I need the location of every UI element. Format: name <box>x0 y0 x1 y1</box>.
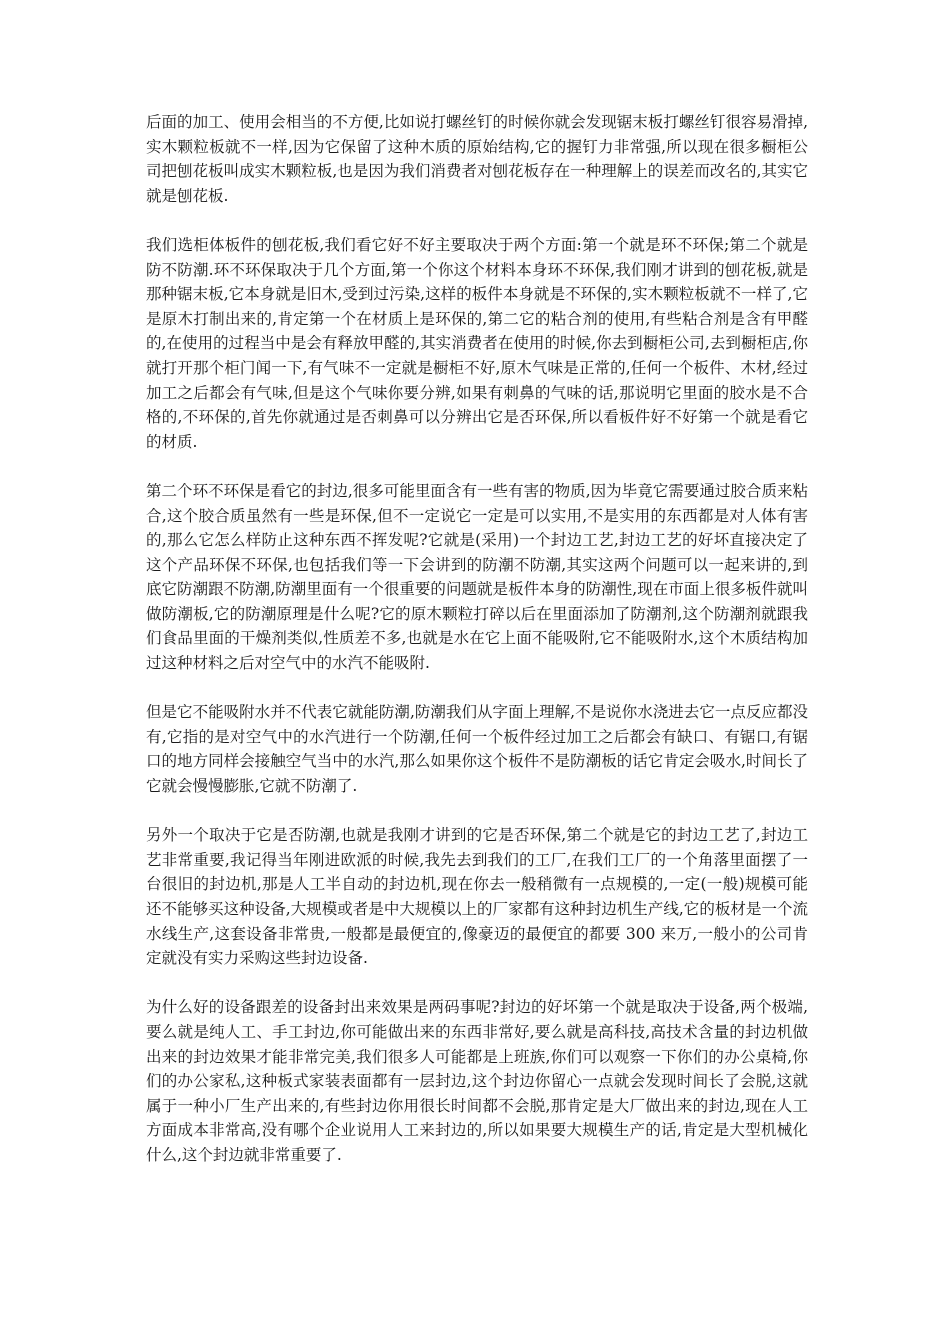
paragraph-6: 为什么好的设备跟差的设备封出来效果是两码事呢?封边的好坏第一个就是取决于设备,两个极端,要么就是纯人工、手工封边,你可能做出来的东西非常好,要么就是高科技,高技术含量的封边机做出来的封边效果才能非常完美,我们很多人可能都是上班族,你们可以观察一下你们的办公桌椅,你们的办公家私,这种板式家装表面都有一层封边,这个封边你留心一点就会发现时间长了会脱,这就属于一种小厂生产出来的,有些封边你用很长时间都不会脱,那肯定是大厂做出来的封边,现在人工方面成本非常高,没有哪个企业说用人工来封边的,所以如果要大规模生产的话,肯定是大型机械化什么,这个封边就非常重要了. <box>146 998 808 1164</box>
paragraph-5: 另外一个取决于它是否防潮,也就是我刚才讲到的它是否环保,第二个就是它的封边工艺了,封边工艺非常重要,我记得当年刚进欧派的时候,我先去到我们的工厂,在我们工厂的一个角落里面摆了一台很旧的封边机,那是人工半自动的封边机,现在你去一般稍微有一点规模的,一定(一般)规模可能还不能够买这种设备,大规模或者是中大规模以上的厂家都有这种封边机生产线,它的板材是一个流水线生产,这套设备非常贵,一般都是最便宜的,像豪迈的最便宜的都要 300 来万,一般小的公司肯定就没有实力采购这些封边设备. <box>146 826 808 968</box>
paragraph-3: 第二个环不环保是看它的封边,很多可能里面含有一些有害的物质,因为毕竟它需要通过胶合质来粘合,这个胶合质虽然有一些是环保,但不一定说它一定是可以实用,不是实用的东西都是对人体有害的,那么它怎么样防止这种东西不挥发呢?它就是(采用)一个封边工艺,封边工艺的好坏直接决定了这个产品环保不环保,也包括我们等一下会讲到的防潮不防潮,其实这两个问题可以一起来讲的,到底它防潮跟不防潮,防潮里面有一个很重要的问题就是板件本身的防潮性,现在市面上很多板件就叫做防潮板,它的防潮原理是什么呢?它的原木颗粒打碎以后在里面添加了防潮剂,这个防潮剂就跟我们食品里面的干燥剂类似,性质差不多,也就是水在它上面不能吸附,它不能吸附水,这个木质结构加过这种材料之后对空气中的水汽不能吸附. <box>146 481 808 673</box>
document-body <box>146 110 808 1192</box>
paragraph-2: 我们选柜体板件的刨花板,我们看它好不好主要取决于两个方面:第一个就是环不环保;第二个就是防不防潮.环不环保取决于几个方面,第一个你这个材料本身环不环保,我们刚才讲到的刨花板,就是那种锯末板,它本身就是旧木,受到过污染,这样的板件本身就是不环保的,实木颗粒板就不一样了,它是原木打制出来的,肯定第一个在材质上是环保的,第二它的粘合剂的使用,有些粘合剂是含有甲醛的,在使用的过程当中是会有释放甲醛的,其实消费者在使用的时候,你去到橱柜公司,去到橱柜店,你就打开那个柜门闻一下,有气味不一定就是橱柜不好,原木气味是正常的,任何一个板件、木材,经过加工之后都会有气味,但是这个气味你要分辨,如果有刺鼻的气味的话,那说明它里面的胶水是不合格的,不环保的,首先你就通过是否刺鼻可以分辨出它是否环保,所以看板件好不好第一个就是看它的材质. <box>146 235 808 451</box>
paragraph-1: 后面的加工、使用会相当的不方便,比如说打螺丝钉的时候你就会发现锯末板打螺丝钉很容易滑掉,实木颗粒板就不一样,因为它保留了这种木质的原始结构,它的握钉力非常强,所以现在很多橱柜公司把刨花板叫成实木颗粒板,也是因为我们消费者对刨花板存在一种理解上的误差而改名的,其实它就是刨花板. <box>146 113 808 205</box>
paragraph-4: 但是它不能吸附水并不代表它就能防潮,防潮我们从字面上理解,不是说你水浇进去它一点反应都没有,它指的是对空气中的水汽进行一个防潮,任何一个板件经过加工之后都会有缺口、有锯口,有锯口的地方同样会接触空气当中的水汽,那么如果你这个板件不是防潮板的话它肯定会吸水,时间长了它就会慢慢膨胀,它就不防潮了. <box>146 703 808 796</box>
